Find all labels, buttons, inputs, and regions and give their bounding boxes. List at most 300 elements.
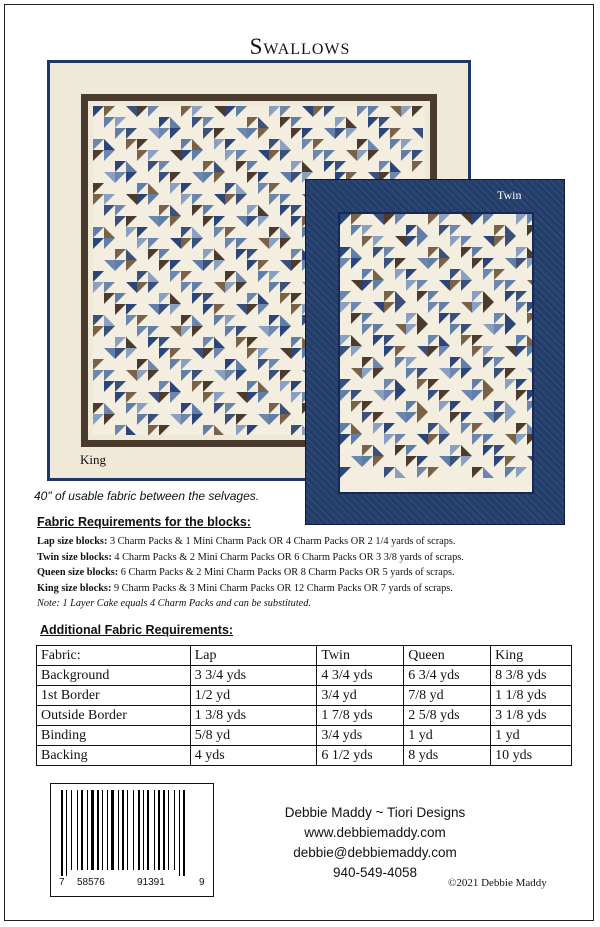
quilt-triangle: [269, 227, 280, 238]
quilt-triangle: [225, 359, 236, 370]
quilt-triangle: [115, 425, 126, 435]
quilt-triangle: [203, 304, 214, 315]
king-label: King: [80, 452, 106, 467]
quilt-triangle: [351, 280, 362, 291]
quilt-triangle: [126, 260, 137, 271]
quilt-triangle: [483, 379, 494, 390]
quilt-triangle: [247, 216, 258, 227]
quilt-triangle: [373, 269, 384, 280]
table-cell: 1 7/8 yds: [317, 706, 404, 726]
quilt-triangle: [417, 236, 428, 247]
quilt-triangle: [269, 238, 280, 249]
quilt-triangle: [313, 106, 324, 117]
quilt-triangle: [148, 161, 159, 172]
quilt-triangle: [137, 106, 148, 117]
quilt-triangle: [516, 379, 527, 390]
quilt-triangle: [192, 227, 203, 238]
table-cell: 1 1/8 yds: [491, 686, 572, 706]
email-link[interactable]: debbie@debbiemaddy.com: [293, 845, 457, 860]
quilt-triangle: [258, 304, 269, 315]
quilt-triangle: [417, 412, 428, 423]
quilt-triangle: [115, 337, 126, 348]
quilt-triangle: [126, 282, 137, 293]
quilt-triangle: [395, 269, 406, 280]
quilt-triangle: [170, 216, 181, 227]
quilt-triangle: [406, 313, 417, 324]
quilt-triangle: [159, 348, 170, 359]
quilt-triangle: [247, 304, 258, 315]
quilt-triangle: [340, 434, 351, 445]
quilt-triangle: [225, 282, 236, 293]
quilt-triangle: [280, 326, 291, 337]
quilt-triangle: [115, 293, 126, 304]
quilt-triangle: [137, 150, 148, 161]
quilt-triangle: [516, 467, 527, 478]
quilt-triangle: [258, 260, 269, 271]
quilt-triangle: [417, 401, 428, 412]
quilt-triangle: [258, 414, 269, 425]
quilt-triangle: [351, 225, 362, 236]
quilt-triangle: [505, 324, 516, 335]
quilt-triangle: [291, 117, 302, 128]
quilt-triangle: [148, 128, 159, 139]
quilt-triangle: [483, 390, 494, 401]
quilt-triangle: [362, 280, 373, 291]
quilt-triangle: [181, 359, 192, 370]
twin-label: Twin: [497, 188, 522, 202]
quilt-triangle: [181, 282, 192, 293]
website-link[interactable]: www.debbiemaddy.com: [304, 825, 446, 840]
quilt-triangle: [324, 150, 335, 161]
quilt-triangle: [516, 335, 527, 346]
quilt-triangle: [148, 326, 159, 337]
barcode-bar: [97, 790, 99, 870]
quilt-triangle: [373, 456, 384, 467]
quilt-triangle: [373, 247, 384, 258]
quilt-triangle: [472, 379, 483, 390]
quilt-triangle: [225, 315, 236, 326]
quilt-triangle: [472, 258, 483, 269]
quilt-triangle: [137, 315, 148, 326]
quilt-triangle: [406, 236, 417, 247]
table-cell: 5/8 yd: [190, 726, 317, 746]
quilt-triangle: [137, 238, 148, 249]
barcode-bar: [111, 790, 114, 870]
quilt-triangle: [379, 117, 390, 128]
barcode-bar: [107, 790, 108, 870]
quilt-triangle: [494, 313, 505, 324]
quilt-triangle: [148, 216, 159, 227]
quilt-triangle: [247, 293, 258, 304]
quilt-triangle: [258, 348, 269, 359]
quilt-triangle: [104, 150, 115, 161]
quilt-triangle: [505, 346, 516, 357]
quilt-triangle: [280, 403, 291, 414]
quilt-triangle: [159, 216, 170, 227]
quilt-triangle: [373, 412, 384, 423]
quilt-triangle: [346, 128, 357, 139]
table-cell: 3 3/4 yds: [190, 666, 317, 686]
quilt-triangle: [527, 225, 532, 236]
quilt-triangle: [384, 379, 395, 390]
quilt-triangle: [395, 302, 406, 313]
quilt-triangle: [214, 194, 225, 205]
quilt-triangle: [258, 359, 269, 370]
quilt-triangle: [170, 271, 181, 282]
quilt-triangle: [181, 183, 192, 194]
quilt-triangle: [192, 205, 203, 216]
barcode-bar: [168, 790, 169, 870]
requirement-row: Lap size blocks: 3 Charm Packs & 1 Mini Charm Pack OR 4 Charm Packs OR 2 1/4 yards of scraps.: [37, 536, 456, 547]
quilt-triangle: [516, 423, 527, 434]
quilt-triangle: [527, 313, 532, 324]
quilt-triangle: [236, 370, 247, 381]
quilt-triangle: [527, 368, 532, 379]
barcode-bar: [127, 790, 128, 870]
quilt-triangle: [373, 357, 384, 368]
quilt-triangle: [439, 258, 450, 269]
quilt-triangle: [258, 150, 269, 161]
quilt-triangle: [104, 326, 115, 337]
quilt-triangle: [428, 335, 439, 346]
quilt-triangle: [247, 249, 258, 260]
quilt-triangle: [450, 225, 461, 236]
quilt-triangle: [148, 304, 159, 315]
quilt-triangle: [192, 117, 203, 128]
quilt-triangle: [225, 326, 236, 337]
quilt-triangle: [104, 227, 115, 238]
table-row: [37, 706, 572, 726]
quilt-triangle: [428, 423, 439, 434]
quilt-triangle: [247, 161, 258, 172]
barcode-bar: [138, 790, 140, 870]
quilt-triangle: [417, 346, 428, 357]
fabric-requirements-table: [36, 645, 572, 766]
quilt-triangle: [351, 258, 362, 269]
quilt-triangle: [516, 390, 527, 401]
quilt-triangle: [170, 293, 181, 304]
quilt-triangle: [159, 128, 170, 139]
barcode-bar: [77, 790, 78, 870]
quilt-triangle: [417, 324, 428, 335]
quilt-triangle: [170, 238, 181, 249]
quilt-triangle: [494, 456, 505, 467]
quilt-triangle: [93, 183, 104, 194]
quilt-triangle: [335, 161, 346, 172]
quilt-triangle: [450, 313, 461, 324]
quilt-triangle: [362, 357, 373, 368]
quilt-triangle: [236, 392, 247, 403]
copyright: ©2021 Debbie Maddy: [448, 877, 547, 889]
quilt-triangle: [115, 260, 126, 271]
quilt-triangle: [203, 348, 214, 359]
quilt-triangle: [170, 392, 181, 403]
quilt-triangle: [505, 291, 516, 302]
quilt-triangle: [390, 139, 401, 150]
quilt-triangle: [291, 392, 302, 403]
quilt-triangle: [236, 161, 247, 172]
quilt-triangle: [280, 381, 291, 392]
quilt-triangle: [428, 379, 439, 390]
quilt-triangle: [494, 445, 505, 456]
quilt-triangle: [406, 445, 417, 456]
quilt-triangle: [247, 260, 258, 271]
quilt-triangle: [472, 467, 483, 478]
quilt-triangle: [170, 117, 181, 128]
quilt-triangle: [225, 227, 236, 238]
quilt-triangle: [104, 381, 115, 392]
quilt-triangle: [527, 401, 532, 412]
quilt-triangle: [406, 269, 417, 280]
table-header-cell: Lap: [190, 646, 317, 666]
quilt-triangle: [214, 315, 225, 326]
quilt-triangle: [395, 467, 406, 478]
quilt-triangle: [373, 324, 384, 335]
quilt-triangle: [137, 403, 148, 414]
barcode-bar: [133, 790, 134, 870]
quilt-triangle: [104, 403, 115, 414]
barcode-bars: [59, 790, 207, 876]
quilt-triangle: [170, 183, 181, 194]
quilt-triangle: [450, 280, 461, 291]
quilt-triangle: [483, 214, 494, 225]
quilt-triangle: [395, 324, 406, 335]
quilt-triangle: [236, 249, 247, 260]
quilt-triangle: [203, 381, 214, 392]
quilt-triangle: [439, 456, 450, 467]
quilt-triangle: [137, 282, 148, 293]
quilt-triangle: [527, 423, 532, 434]
quilt-triangle: [461, 456, 472, 467]
quilt-triangle: [302, 106, 313, 117]
quilt-triangle: [527, 390, 532, 401]
quilt-triangle: [280, 106, 291, 117]
quilt-triangle: [351, 401, 362, 412]
page-title: Swallows: [249, 34, 351, 59]
quilt-triangle: [417, 291, 428, 302]
quilt-triangle: [203, 161, 214, 172]
quilt-triangle: [225, 106, 236, 117]
barcode: [50, 783, 214, 897]
quilt-triangle: [236, 194, 247, 205]
quilt-triangle: [340, 302, 351, 313]
quilt-triangle: [362, 324, 373, 335]
quilt-triangle: [406, 225, 417, 236]
quilt-triangle: [516, 258, 527, 269]
quilt-triangle: [159, 392, 170, 403]
quilt-triangle: [351, 346, 362, 357]
quilt-triangle: [137, 359, 148, 370]
quilt-triangle: [170, 205, 181, 216]
quilt-triangle: [170, 150, 181, 161]
quilt-triangle: [181, 194, 192, 205]
quilt-triangle: [115, 216, 126, 227]
quilt-triangle: [225, 271, 236, 282]
quilt-triangle: [340, 214, 351, 225]
quilt-triangle: [115, 117, 126, 128]
quilt-triangle: [126, 337, 137, 348]
quilt-triangle: [461, 269, 472, 280]
twin-quilt-field: [338, 212, 534, 494]
quilt-triangle: [280, 139, 291, 150]
quilt-triangle: [483, 412, 494, 423]
quilt-triangle: [406, 412, 417, 423]
quilt-triangle: [115, 128, 126, 139]
quilt-triangle: [395, 390, 406, 401]
quilt-triangle: [362, 236, 373, 247]
quilt-triangle: [357, 139, 368, 150]
quilt-triangle: [104, 194, 115, 205]
quilt-triangle: [170, 260, 181, 271]
quilt-triangle: [302, 161, 313, 172]
quilt-triangle: [516, 291, 527, 302]
quilt-triangle: [93, 194, 104, 205]
quilt-triangle: [214, 370, 225, 381]
quilt-triangle: [280, 414, 291, 425]
quilt-triangle: [104, 260, 115, 271]
quilt-triangle: [203, 216, 214, 227]
quilt-triangle: [236, 282, 247, 293]
quilt-triangle: [527, 214, 532, 225]
table-header-cell: Fabric:: [37, 646, 191, 666]
table-cell: 6 1/2 yds: [317, 746, 404, 766]
quilt-triangle: [148, 271, 159, 282]
quilt-triangle: [291, 260, 302, 271]
quilt-triangle: [395, 258, 406, 269]
quilt-triangle: [395, 346, 406, 357]
quilt-triangle: [379, 161, 390, 172]
quilt-triangle: [390, 161, 401, 172]
quilt-triangle: [192, 260, 203, 271]
quilt-triangle: [406, 280, 417, 291]
barcode-bar: [102, 790, 103, 870]
quilt-triangle: [247, 205, 258, 216]
quilt-triangle: [373, 280, 384, 291]
quilt-triangle: [115, 205, 126, 216]
table-row: [37, 666, 572, 686]
quilt-triangle: [428, 247, 439, 258]
quilt-triangle: [104, 414, 115, 425]
quilt-triangle: [428, 467, 439, 478]
quilt-triangle: [126, 194, 137, 205]
quilt-triangle: [192, 403, 203, 414]
quilt-triangle: [148, 194, 159, 205]
quilt-triangle: [291, 304, 302, 315]
quilt-triangle: [291, 216, 302, 227]
quilt-triangle: [115, 304, 126, 315]
quilt-triangle: [214, 161, 225, 172]
quilt-triangle: [203, 205, 214, 216]
additional-requirements-heading: Additional Fabric Requirements:: [40, 623, 234, 637]
quilt-triangle: [450, 357, 461, 368]
quilt-triangle: [148, 150, 159, 161]
barcode-bar: [87, 790, 88, 870]
quilt-triangle: [313, 139, 324, 150]
quilt-triangle: [450, 445, 461, 456]
table-cell: 6 3/4 yds: [404, 666, 491, 686]
quilt-triangle: [483, 346, 494, 357]
table-cell: 1 3/8 yds: [190, 706, 317, 726]
quilt-triangle: [505, 467, 516, 478]
quilt-triangle: [494, 324, 505, 335]
quilt-triangle: [472, 302, 483, 313]
quilt-triangle: [373, 335, 384, 346]
quilt-triangle: [291, 293, 302, 304]
quilt-triangle: [505, 258, 516, 269]
barcode-bar: [81, 790, 83, 870]
quilt-triangle: [362, 269, 373, 280]
quilt-triangle: [395, 214, 406, 225]
quilt-triangle: [324, 161, 335, 172]
quilt-triangle: [104, 238, 115, 249]
quilt-triangle: [247, 392, 258, 403]
quilt-triangle: [126, 161, 137, 172]
quilt-triangle: [351, 368, 362, 379]
quilt-triangle: [225, 183, 236, 194]
quilt-triangle: [494, 368, 505, 379]
quilt-triangle: [439, 335, 450, 346]
quilt-triangle: [291, 381, 302, 392]
quilt-triangle: [192, 106, 203, 117]
quilt-triangle: [93, 414, 104, 425]
quilt-triangle: [406, 324, 417, 335]
quilt-triangle: [115, 348, 126, 359]
quilt-triangle: [417, 456, 428, 467]
barcode-bar: [147, 790, 149, 870]
quilt-triangle: [170, 414, 181, 425]
quilt-triangle: [280, 150, 291, 161]
quilt-triangle: [170, 304, 181, 315]
twin-block-pattern: [340, 214, 532, 492]
table-cell: 8 yds: [404, 746, 491, 766]
barcode-digit-group: 9: [199, 877, 205, 888]
quilt-triangle: [373, 302, 384, 313]
quilt-triangle: [203, 117, 214, 128]
block-requirements-list: [37, 534, 597, 612]
quilt-triangle: [472, 434, 483, 445]
quilt-triangle: [395, 291, 406, 302]
quilt-triangle: [159, 249, 170, 260]
barcode-bar: [174, 790, 175, 870]
quilt-triangle: [192, 414, 203, 425]
quilt-triangle: [472, 247, 483, 258]
quilt-triangle: [192, 139, 203, 150]
quilt-triangle: [406, 401, 417, 412]
table-cell: 2 5/8 yds: [404, 706, 491, 726]
quilt-triangle: [439, 280, 450, 291]
quilt-triangle: [505, 236, 516, 247]
quilt-triangle: [148, 392, 159, 403]
quilt-triangle: [505, 313, 516, 324]
quilt-triangle: [483, 258, 494, 269]
quilt-triangle: [104, 205, 115, 216]
quilt-triangle: [159, 293, 170, 304]
quilt-triangle: [351, 214, 362, 225]
quilt-triangle: [340, 346, 351, 357]
quilt-triangle: [115, 161, 126, 172]
quilt-triangle: [192, 293, 203, 304]
quilt-triangle: [395, 434, 406, 445]
quilt-triangle: [104, 172, 115, 183]
quilt-triangle: [291, 128, 302, 139]
quilt-triangle: [104, 293, 115, 304]
quilt-triangle: [137, 183, 148, 194]
quilt-triangle: [450, 456, 461, 467]
quilt-triangle: [126, 249, 137, 260]
quilt-triangle: [335, 117, 346, 128]
quilt-triangle: [181, 326, 192, 337]
quilt-triangle: [494, 225, 505, 236]
